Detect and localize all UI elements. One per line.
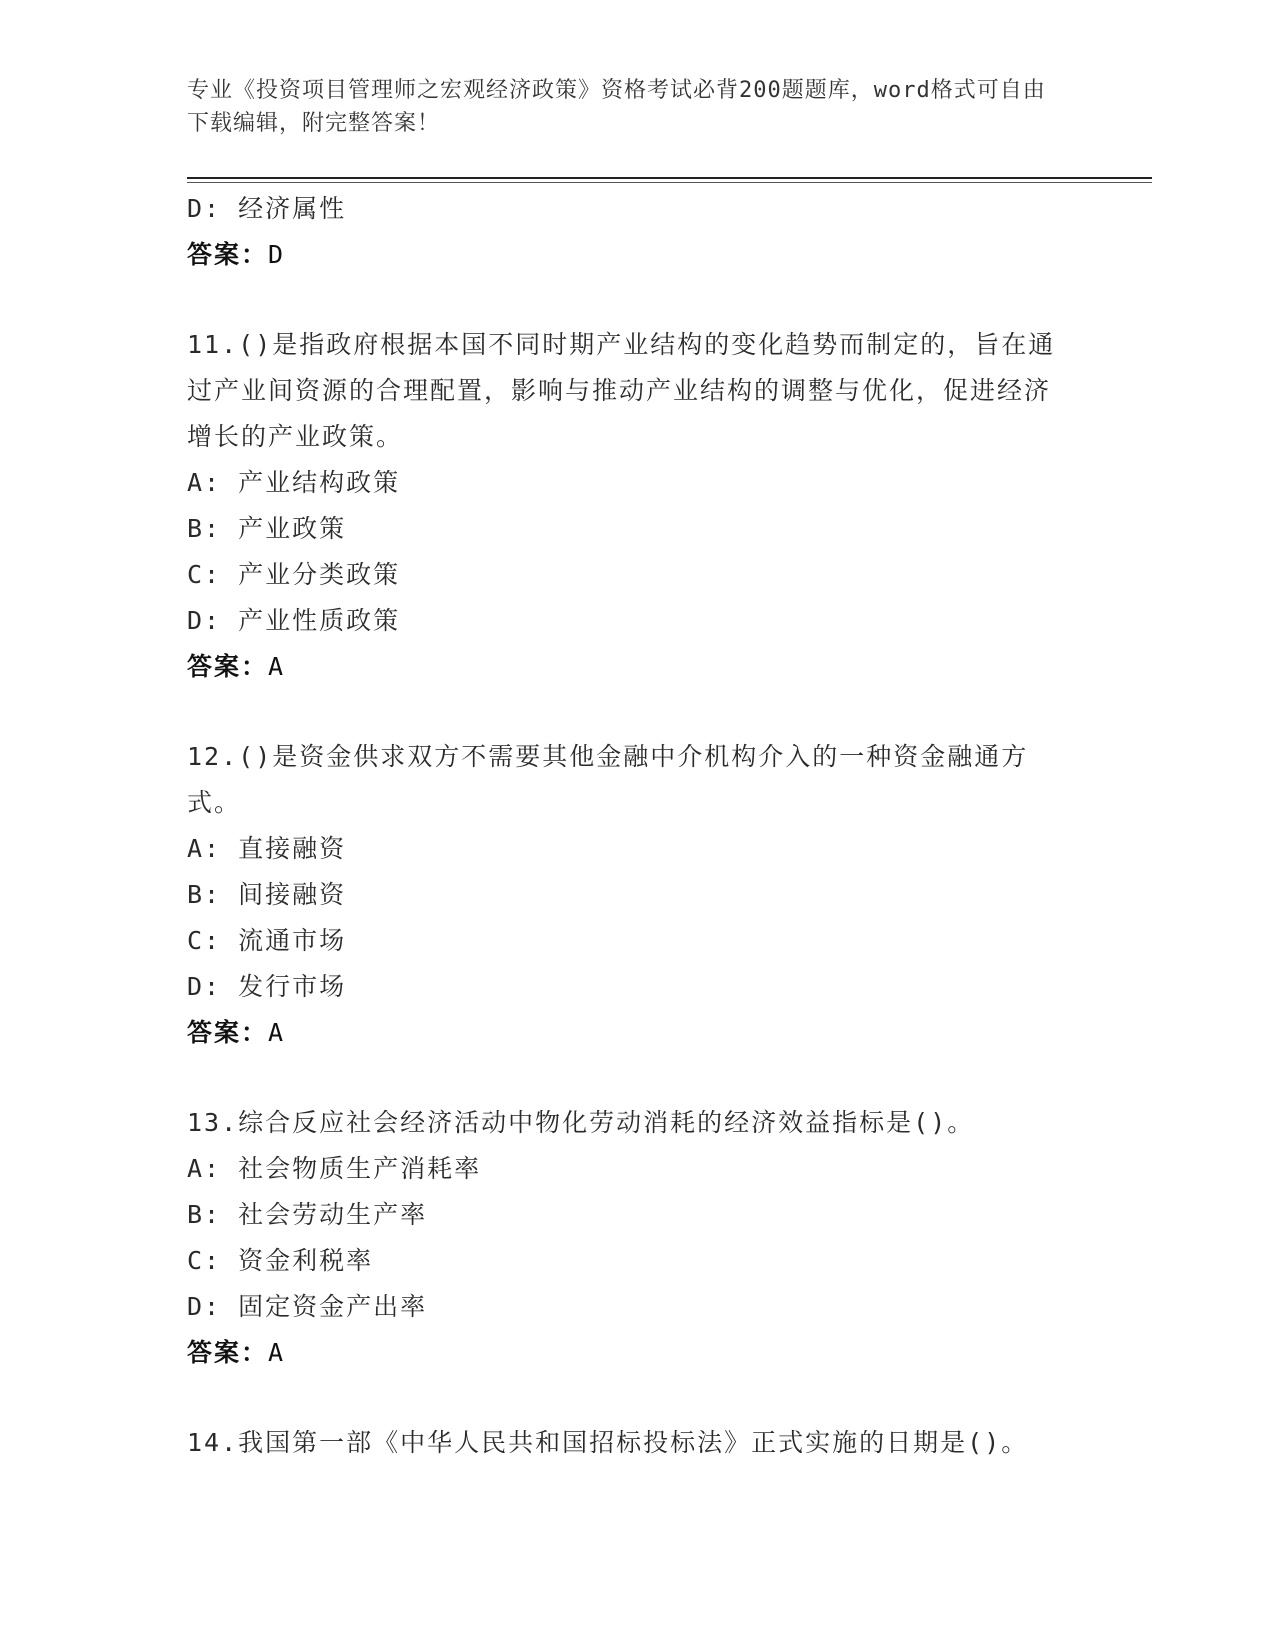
answer-line: [187, 644, 1087, 690]
question-text: 13.综合反应社会经济活动中物化劳动消耗的经济效益指标是()。: [187, 1108, 975, 1137]
answer-value: A: [268, 652, 286, 681]
option-b: B: 产业政策: [187, 514, 347, 543]
option-c: C: 流通市场: [187, 926, 347, 955]
header-divider-thin: [187, 182, 1152, 183]
option-a: A: 社会物质生产消耗率: [187, 1154, 482, 1183]
option-b: B: 社会劳动生产率: [187, 1200, 428, 1229]
answer-value: A: [268, 1018, 286, 1047]
answer-label: 答案：: [187, 240, 269, 269]
question-text: 11.()是指政府根据本国不同时期产业结构的变化趋势而制定的，旨在通过产业间资源的合理配置，影响与推动产业结构的调整与优化，促进经济增长的产业政策。: [187, 330, 1056, 451]
option-b: B: 间接融资: [187, 880, 347, 909]
question-text: 12.()是资金供求双方不需要其他金融中介机构介入的一种资金融通方式。: [187, 742, 1029, 817]
answer-label: 答案：: [187, 1338, 269, 1367]
answer-line: [187, 1330, 1087, 1376]
option-d: D: 发行市场: [187, 972, 347, 1001]
option-d: D: 固定资金产出率: [187, 1292, 428, 1321]
option-d: D: 经济属性: [187, 194, 347, 223]
question-text: 14.我国第一部《中华人民共和国招标投标法》正式实施的日期是()。: [187, 1428, 1029, 1457]
answer-line: [187, 232, 1087, 278]
question-12: [187, 734, 1087, 1056]
document-header: 专业《投资项目管理师之宏观经济政策》资格考试必背200题题库，word格式可自由下载编辑，附完整答案！: [187, 78, 1046, 136]
answer-label: 答案：: [187, 1018, 269, 1047]
question-13: [187, 1100, 1087, 1376]
question-14: [187, 1420, 1087, 1466]
answer-label: 答案：: [187, 652, 269, 681]
option-d: D: 产业性质政策: [187, 606, 401, 635]
option-c: C: 产业分类政策: [187, 560, 401, 589]
answer-line: [187, 1010, 1087, 1056]
document-body: [187, 186, 1087, 1466]
header-divider-thick: [187, 177, 1152, 179]
option-c: C: 资金利税率: [187, 1246, 374, 1275]
answer-value: D: [268, 240, 286, 269]
previous-question-tail: [187, 186, 1087, 278]
option-a: A: 直接融资: [187, 834, 347, 863]
question-11: [187, 322, 1087, 690]
answer-value: A: [268, 1338, 286, 1367]
option-a: A: 产业结构政策: [187, 468, 401, 497]
